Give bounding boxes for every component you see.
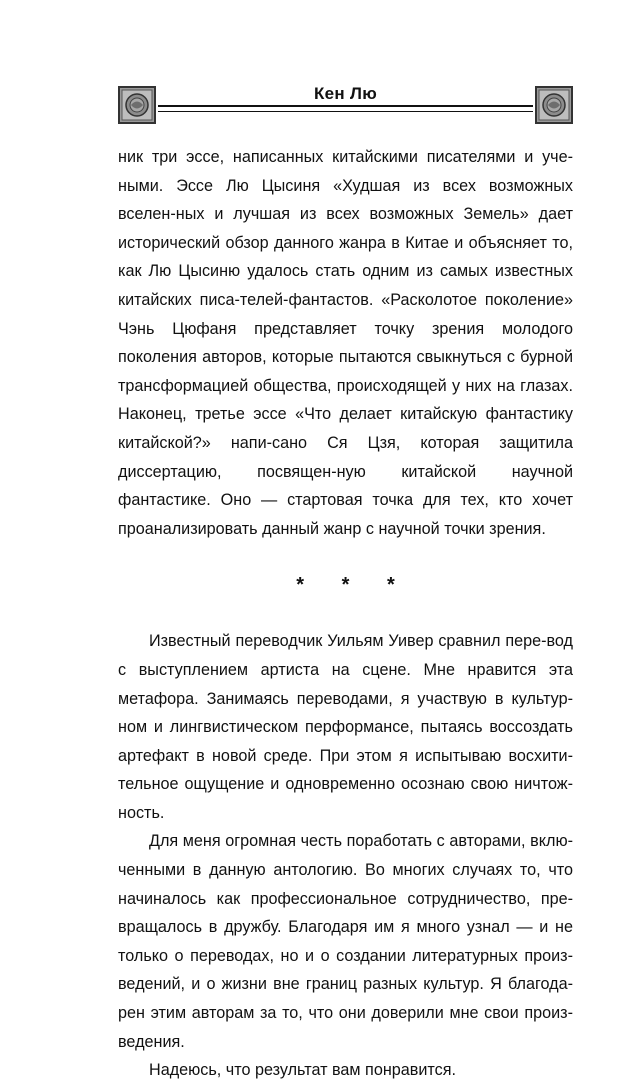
paragraph: Для меня огромная честь поработать с авторами, вклю-ченными в данную антологию. Во многих случаях то, что начиналось как профессиональное сотрудничество, пре-вращалось в дружбу. Благодаря им я много узнал — и не только о переводах, но и о создании литературных произ-ведений, и о жизни вне границ разных культур. Я благода-рен этим авторам за то, что они доверили мне свои произ-ведения. bbox=[118, 832, 573, 1051]
running-title: Кен Лю bbox=[313, 84, 378, 103]
paragraph: Надеюсь, что результат вам понравится. bbox=[149, 1061, 456, 1080]
paragraph: Известный переводчик Уильям Уивер сравнил пере-вод с выступлением артиста на сцене. Мне нравится эта метафора. Занимаясь переводами, я участвую в культур-ном и лингвистическом перформансе, пытаясь воссоздать артефакт в новой среде. При этом я испытываю восхити-тельное ощущение и одновременно осознаю свою ничтож-ность. bbox=[118, 632, 573, 822]
header-rule-top bbox=[158, 105, 533, 107]
body-text bbox=[118, 143, 573, 1085]
paragraph-continued: ник три эссе, написанных китайскими писателями и уче-ными. Эссе Лю Цысиня «Худшая из всех возможных вселен-ных и лучшая из всех возможных Земель» дает исторический обзор данного жанра в Китае и объясняет то, как Лю Цысиню удалось стать одним из самых известных китайских писа-телей-фантастов. «Расколотое поколение» Чэнь Цюфаня представляет точку зрения молодого поколения авторов, которые пытаются свыкнуться с бурной трансформацией общества, происходящей у них на глазах. Наконец, третье эссе «Что делает китайскую фантастику китайской?» напи-сано Ся Цзя, которая защитила диссертацию, посвящен-ную китайской научной фантастике. Оно — стартовая точка для тех, кто хочет проанализировать данный жанр с научной точки зрения. bbox=[118, 148, 573, 538]
running-header bbox=[118, 80, 573, 130]
header-rule-bottom bbox=[158, 111, 533, 112]
ornament-icon bbox=[535, 86, 573, 124]
section-separator: * * * bbox=[296, 574, 411, 597]
